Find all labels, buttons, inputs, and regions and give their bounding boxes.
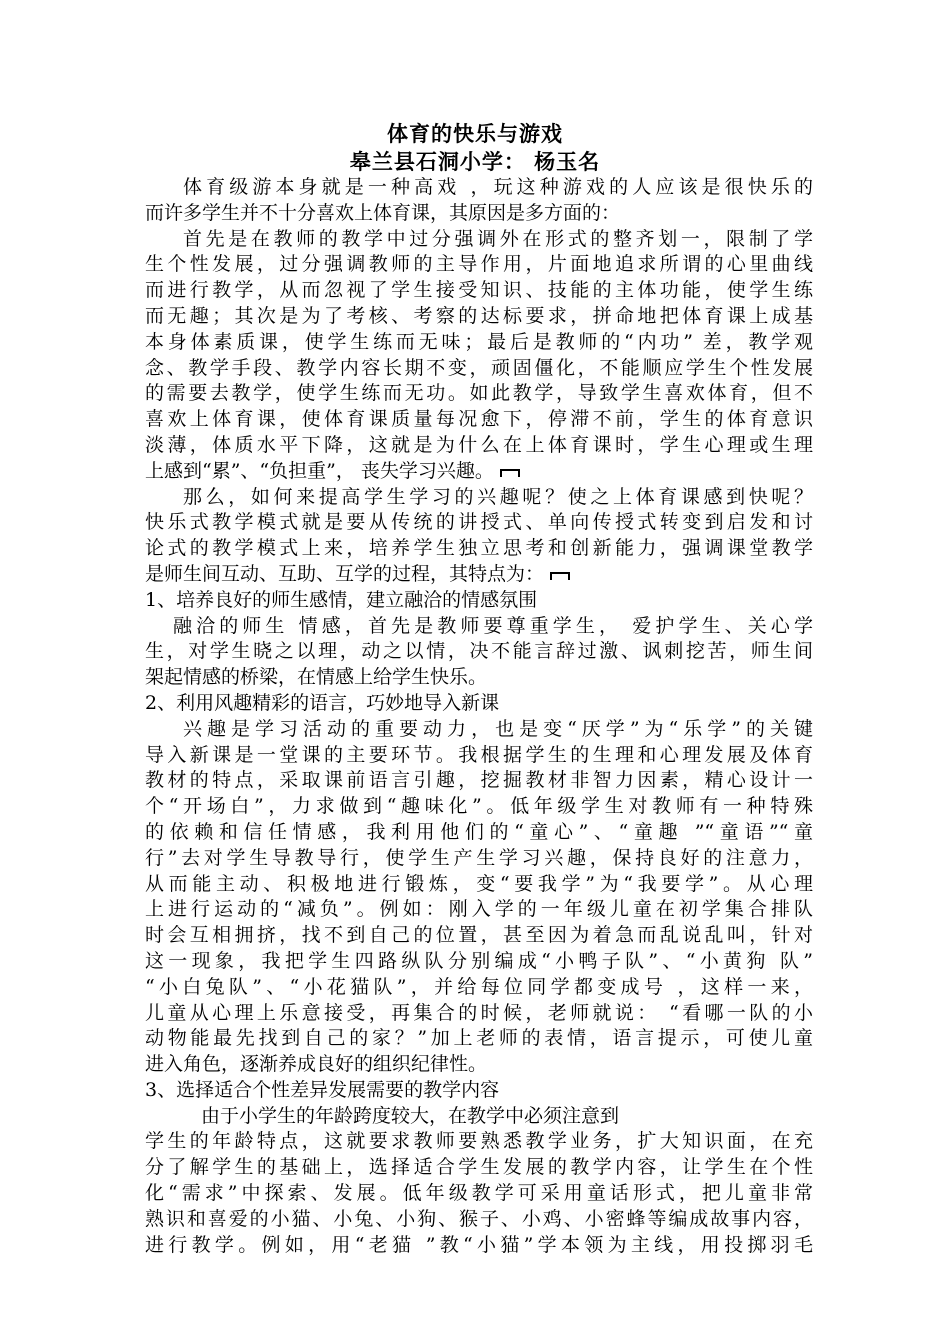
text-line: 本身体素质课，使学生练而无味；最后是教师的“内功” 差，教学观 bbox=[145, 330, 813, 353]
text-line: 快乐式教学模式就是要从传统的讲授式、单向传授式转变到启发和讨 bbox=[145, 511, 813, 534]
text-line: 体育级游本身就是一种高戏 ，玩这种游戏的人应该是很快乐的 bbox=[183, 176, 813, 198]
text-line-content: 是师生间互动、互助、互学的过程，其特点为： bbox=[145, 562, 545, 585]
text-line: 导入新课是一堂课的主要环节。我根据学生的生理和心理发展及体育 bbox=[145, 743, 813, 766]
text-line: 的需要去教学，使学生练而无功。如此教学，导致学生喜欢体育，但不 bbox=[145, 382, 813, 405]
text-line: 进入角色，逐渐养成良好的组织纪律性。 bbox=[145, 1053, 488, 1076]
document-title: 体育的快乐与游戏 bbox=[387, 121, 563, 146]
text-line: 架起情感的桥梁，在情感上给学生快乐。 bbox=[145, 666, 488, 689]
section-heading: 1、培养良好的师生感情，建立融洽的情感氛围 bbox=[145, 588, 538, 611]
section-heading: 3、选择适合个性差异发展需要的教学内容 bbox=[145, 1078, 500, 1101]
section-heading: 2、利用风趣精彩的语言，巧妙地导入新课 bbox=[145, 691, 500, 714]
text-line: 生个性发展，过分强调教师的主导作用，片面地追求所谓的心里曲线 bbox=[145, 253, 813, 276]
text-line: 喜欢上体育课，使体育课质量每况愈下，停滞不前，学生的体育意识 bbox=[145, 408, 813, 431]
text-line: 首先是在教师的教学中过分强调外在形式的整齐划一，限制了学 bbox=[183, 227, 813, 250]
text-line: 生，对学生晓之以理，动之以情，决不能言辞过激、讽刺挖苦，师生间 bbox=[145, 640, 813, 663]
text-line: 上进行运动的“减负”。例如：刚入学的一年级儿童在初学集合排队 bbox=[145, 898, 813, 921]
text-line: 兴趣是学习活动的重要动力，也是变“厌学”为“乐学”的关键 bbox=[183, 717, 813, 740]
text-line: 分了解学生的基础上，选择适合学生发展的教学内容，让学生在个性 bbox=[145, 1156, 813, 1179]
text-line: 从而能主动、积极地进行锻炼，变“要我学”为“我要学”。从心理 bbox=[145, 872, 813, 895]
text-line: 进行教学。例如，用“老猫 ”教“小猫”学本领为主线，用投掷羽毛 bbox=[145, 1233, 813, 1256]
text-line: 论式的教学模式上来，培养学生独立思考和创新能力，强调课堂教学 bbox=[145, 537, 813, 560]
text-line-content: 上感到“累”、“负担重”， 丧失学习兴趣。 bbox=[145, 459, 494, 482]
text-line: 行”去对学生导教导行，使学生产生学习兴趣，保持良好的注意力， bbox=[145, 846, 813, 869]
paragraph-mark-icon bbox=[550, 572, 570, 580]
text-line: 而进行教学，从而忽视了学生接受知识、技能的主体功能，使学生练 bbox=[145, 279, 813, 302]
text-line: 儿童从心理上乐意接受，再集合的时候，老师就说： “看哪一队的小 bbox=[145, 1001, 813, 1024]
text-line: 这一现象，我把学生四路纵队分别编成“小鸭子队”、“小黄狗 队” bbox=[145, 949, 813, 972]
text-line: 学生的年龄特点，这就要求教师要熟悉教学业务，扩大知识面，在充 bbox=[145, 1130, 813, 1153]
document-body bbox=[145, 175, 813, 1258]
text-line: 而无趣；其次是为了考核、考察的达标要求，拼命地把体育课上成基 bbox=[145, 304, 813, 327]
text-line: 淡薄，体质水平下降，这就是为什么在上体育课时，学生心理或生理 bbox=[145, 433, 813, 456]
text-line: 教材的特点，采取课前语言引趣，挖掘教材非智力因素，精心设计一 bbox=[145, 769, 813, 792]
text-line: 融洽的师生 情感，首先是教师要尊重学生， 爱护学生、关心学 bbox=[173, 614, 813, 637]
text-line: 的依赖和信任情感，我利用他们的“童心”、“童趣 ”“童语”“童 bbox=[145, 820, 813, 843]
text-line-end bbox=[145, 562, 813, 588]
text-line-end bbox=[145, 459, 813, 485]
text-line: 由于小学生的年龄跨度较大，在教学中必须注意到 bbox=[201, 1104, 620, 1127]
text-line: 个“开场白”，力求做到“趣味化”。低年级学生对教师有一种特殊 bbox=[145, 795, 813, 818]
document-author: 皋兰县石洞小学： 杨玉名 bbox=[349, 149, 601, 174]
text-line: 动物能最先找到自己的家？”加上老师的表情，语言提示，可使儿童 bbox=[145, 1027, 813, 1050]
paragraph-mark-icon bbox=[500, 469, 520, 477]
text-line: 而许多学生并不十分喜欢上体育课，其原因是多方面的： bbox=[145, 201, 621, 224]
text-line: “小白兔队”、“小花猫队”，并给每位同学都变成号 ，这样一来， bbox=[145, 975, 813, 998]
text-line: 熟识和喜爱的小猫、小兔、小狗、猴子、小鸡、小密蜂等编成故事内容， bbox=[145, 1207, 813, 1230]
text-line: 时会互相拥挤，找不到自己的位置，甚至因为着急而乱说乱叫，针对 bbox=[145, 924, 813, 947]
text-line: 那么，如何来提高学生学习的兴趣呢？使之上体育课感到快呢？ bbox=[183, 485, 813, 508]
text-line: 念、教学手段、教学内容长期不变，顽固僵化，不能顺应学生个性发展 bbox=[145, 356, 813, 379]
text-line: 化“需求”中探索、发展。低年级教学可采用童话形式，把儿童非常 bbox=[145, 1182, 813, 1205]
